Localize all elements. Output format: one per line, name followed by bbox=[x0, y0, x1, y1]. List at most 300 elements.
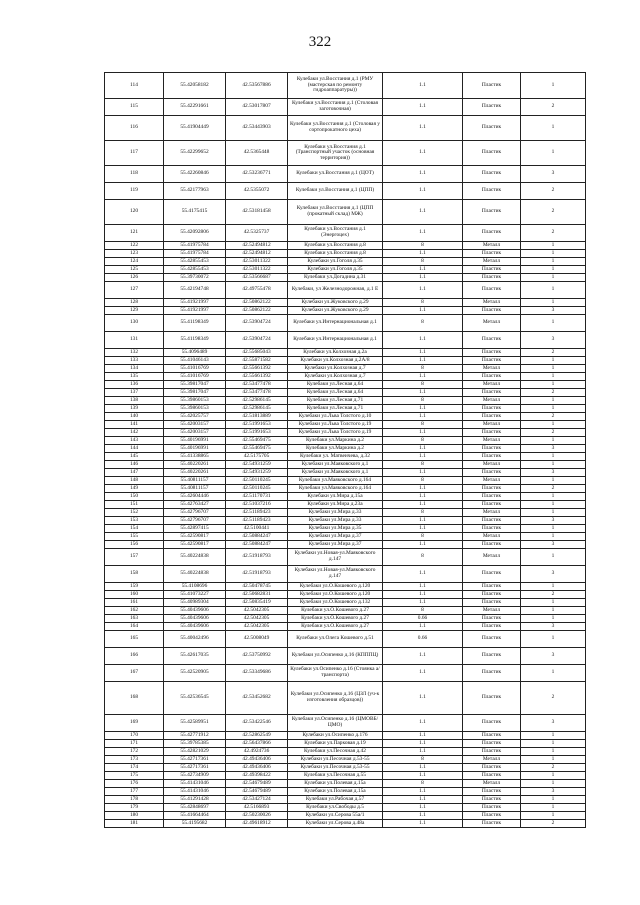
table-row bbox=[105, 533, 586, 541]
row-number-cell: 157 bbox=[105, 549, 164, 566]
table-row bbox=[105, 648, 586, 665]
latitude-cell: 55.40196991 bbox=[164, 437, 226, 445]
table-row bbox=[105, 421, 586, 429]
longitude-cell: 42.53017807 bbox=[226, 99, 288, 116]
address-cell: Кулебаки ул.Новая-ул.Маяковского д.147 bbox=[288, 549, 383, 566]
table-row bbox=[105, 307, 586, 315]
volume-cell: 8 bbox=[383, 365, 463, 373]
material-cell: Пластик bbox=[463, 413, 521, 421]
volume-cell: 1.1 bbox=[383, 274, 463, 282]
address-cell: Кулебаки ул.Маяковского д.1 bbox=[288, 469, 383, 477]
material-cell: Пластик bbox=[463, 748, 521, 756]
address-cell: Кулебаки ул.Полевая д.15а bbox=[288, 780, 383, 788]
longitude-cell: 42.5042305 bbox=[226, 623, 288, 631]
volume-cell: 1.1 bbox=[383, 357, 463, 365]
address-cell: Кулебаки ул.Восстания д.1 (ЦОТ) bbox=[288, 166, 383, 183]
count-cell: 1 bbox=[521, 381, 586, 389]
volume-cell: 1.1 bbox=[383, 485, 463, 493]
volume-cell: 8 bbox=[383, 477, 463, 485]
table-row bbox=[105, 461, 586, 469]
longitude-cell: 42.51991653 bbox=[226, 429, 288, 437]
material-cell: Металл bbox=[463, 315, 521, 332]
latitude-cell: 55.39817047 bbox=[164, 381, 226, 389]
volume-cell: 8 bbox=[383, 299, 463, 307]
material-cell: Пластик bbox=[463, 631, 521, 648]
longitude-cell: 42.5008049 bbox=[226, 631, 288, 648]
volume-cell: 1.1 bbox=[383, 73, 463, 99]
table-row bbox=[105, 517, 586, 525]
table-row bbox=[105, 225, 586, 242]
table-row bbox=[105, 623, 586, 631]
count-cell: 3 bbox=[521, 648, 586, 665]
table-row bbox=[105, 772, 586, 780]
material-cell: Металл bbox=[463, 533, 521, 541]
longitude-cell: 42.5100441 bbox=[226, 525, 288, 533]
longitude-cell: 42.4924736 bbox=[226, 748, 288, 756]
table-row bbox=[105, 99, 586, 116]
count-cell: 2 bbox=[521, 389, 586, 397]
address-cell: Кулебаки ул.Маяковского д.1 bbox=[288, 461, 383, 469]
row-number-cell: 151 bbox=[105, 501, 164, 509]
row-number-cell: 158 bbox=[105, 566, 164, 583]
material-cell: Пластик bbox=[463, 166, 521, 183]
volume-cell: 1.1 bbox=[383, 200, 463, 225]
latitude-cell: 55.42536545 bbox=[164, 682, 226, 715]
material-cell: Пластик bbox=[463, 183, 521, 200]
volume-cell: 1.1 bbox=[383, 141, 463, 166]
row-number-cell: 131 bbox=[105, 332, 164, 349]
count-cell: 1 bbox=[521, 365, 586, 373]
latitude-cell: 55.39730072 bbox=[164, 274, 226, 282]
longitude-cell: 42.50862122 bbox=[226, 299, 288, 307]
longitude-cell: 42.53011322 bbox=[226, 266, 288, 274]
longitude-cell: 42.50884247 bbox=[226, 533, 288, 541]
latitude-cell: 55.4108696 bbox=[164, 583, 226, 591]
longitude-cell: 42.55469475 bbox=[226, 445, 288, 453]
volume-cell: 1.1 bbox=[383, 788, 463, 796]
material-cell: Пластик bbox=[463, 804, 521, 812]
longitude-cell: 42.49398422 bbox=[226, 772, 288, 780]
volume-cell: 1.1 bbox=[383, 266, 463, 274]
latitude-cell: 55.42796707 bbox=[164, 509, 226, 517]
row-number-cell: 126 bbox=[105, 274, 164, 282]
latitude-cell: 55.42092806 bbox=[164, 225, 226, 242]
material-cell: Пластик bbox=[463, 200, 521, 225]
latitude-cell: 55.40224838 bbox=[164, 549, 226, 566]
table-row bbox=[105, 357, 586, 365]
longitude-cell: 42.55685043 bbox=[226, 349, 288, 357]
material-cell: Пластик bbox=[463, 501, 521, 509]
material-cell: Пластик bbox=[463, 772, 521, 780]
latitude-cell: 55.41904449 bbox=[164, 116, 226, 141]
address-cell: Кулебаки ул.Рабочая д.57 bbox=[288, 796, 383, 804]
volume-cell: 8 bbox=[383, 315, 463, 332]
material-cell: Пластик bbox=[463, 225, 521, 242]
latitude-cell: 55.42520905 bbox=[164, 665, 226, 682]
row-number-cell: 124 bbox=[105, 258, 164, 266]
material-cell: Пластик bbox=[463, 740, 521, 748]
address-cell: Кулебаки ул.О.Кошевого д.132 bbox=[288, 599, 383, 607]
row-number-cell: 164 bbox=[105, 623, 164, 631]
volume-cell: 1.1 bbox=[383, 748, 463, 756]
volume-cell: 1.1 bbox=[383, 332, 463, 349]
address-cell: Кулебаки ул.Осипенко д.16 (КПППЦ) bbox=[288, 648, 383, 665]
volume-cell: 1.1 bbox=[383, 740, 463, 748]
latitude-cell: 55.39817047 bbox=[164, 389, 226, 397]
address-cell: Кулебаки ул.Колхозная д.2А/8 bbox=[288, 357, 383, 365]
count-cell: 1 bbox=[521, 533, 586, 541]
address-cell: Кулебаки ул.О.Кошевого д.27 bbox=[288, 623, 383, 631]
table-row bbox=[105, 682, 586, 715]
row-number-cell: 128 bbox=[105, 299, 164, 307]
row-number-cell: 117 bbox=[105, 141, 164, 166]
table-row bbox=[105, 820, 586, 828]
row-number-cell: 154 bbox=[105, 525, 164, 533]
volume-cell: 1.1 bbox=[383, 373, 463, 381]
count-cell: 1 bbox=[521, 812, 586, 820]
address-cell: Кулебаки ул.Полевая д.15а bbox=[288, 788, 383, 796]
table-row bbox=[105, 566, 586, 583]
longitude-cell: 42.49618912 bbox=[226, 820, 288, 828]
count-cell: 1 bbox=[521, 73, 586, 99]
count-cell: 1 bbox=[521, 509, 586, 517]
row-number-cell: 119 bbox=[105, 183, 164, 200]
material-cell: Пластик bbox=[463, 389, 521, 397]
address-cell: Кулебаки ул.Восстания д.1 (Столовая заготовочная) bbox=[288, 99, 383, 116]
material-cell: Пластик bbox=[463, 307, 521, 315]
row-number-cell: 150 bbox=[105, 493, 164, 501]
count-cell: 1 bbox=[521, 772, 586, 780]
address-cell: Кулебаки ул.Жуковского д.29 bbox=[288, 299, 383, 307]
material-cell: Пластик bbox=[463, 73, 521, 99]
latitude-cell: 55.42821029 bbox=[164, 748, 226, 756]
row-number-cell: 178 bbox=[105, 796, 164, 804]
table-row bbox=[105, 332, 586, 349]
address-cell: Кулебаки ул.Восстания д.1 (Энергоцех) bbox=[288, 225, 383, 242]
table-row bbox=[105, 266, 586, 274]
count-cell: 1 bbox=[521, 583, 586, 591]
count-cell: 2 bbox=[521, 591, 586, 599]
address-cell: Кулебаки ул.Лесная д.71 bbox=[288, 405, 383, 413]
row-number-cell: 145 bbox=[105, 453, 164, 461]
material-cell: Пластик bbox=[463, 141, 521, 166]
row-number-cell: 138 bbox=[105, 397, 164, 405]
longitude-cell: 42.53443903 bbox=[226, 116, 288, 141]
table-row bbox=[105, 583, 586, 591]
table-row bbox=[105, 615, 586, 623]
longitude-cell: 42.50682831 bbox=[226, 591, 288, 599]
count-cell: 1 bbox=[521, 274, 586, 282]
address-cell: Кулебаки ул.Олега Кошевого д.51 bbox=[288, 631, 383, 648]
longitude-cell: 42.53011322 bbox=[226, 258, 288, 266]
table-row bbox=[105, 453, 586, 461]
count-cell: 1 bbox=[521, 397, 586, 405]
longitude-cell: 42.54931259 bbox=[226, 469, 288, 477]
latitude-cell: 55.40220261 bbox=[164, 461, 226, 469]
material-cell: Пластик bbox=[463, 332, 521, 349]
material-cell: Пластик bbox=[463, 715, 521, 732]
row-number-cell: 114 bbox=[105, 73, 164, 99]
latitude-cell: 55.42058182 bbox=[164, 73, 226, 99]
count-cell: 2 bbox=[521, 764, 586, 772]
material-cell: Пластик bbox=[463, 665, 521, 682]
longitude-cell: 42.55871582 bbox=[226, 357, 288, 365]
volume-cell: 8 bbox=[383, 437, 463, 445]
volume-cell: 1.1 bbox=[383, 812, 463, 820]
row-number-cell: 116 bbox=[105, 116, 164, 141]
longitude-cell: 42.5175705 bbox=[226, 453, 288, 461]
count-cell: 1 bbox=[521, 373, 586, 381]
volume-cell: 1.1 bbox=[383, 453, 463, 461]
longitude-cell: 42.50110245 bbox=[226, 477, 288, 485]
volume-cell: 1.1 bbox=[383, 429, 463, 437]
count-cell: 1 bbox=[521, 477, 586, 485]
row-number-cell: 170 bbox=[105, 732, 164, 740]
row-number-cell: 159 bbox=[105, 583, 164, 591]
table-body bbox=[105, 73, 586, 828]
longitude-cell: 42.5166893 bbox=[226, 804, 288, 812]
count-cell: 1 bbox=[521, 461, 586, 469]
count-cell: 1 bbox=[521, 732, 586, 740]
address-cell: Кулебаки ул.Песочная д.53-55 bbox=[288, 764, 383, 772]
row-number-cell: 118 bbox=[105, 166, 164, 183]
volume-cell: 1.1 bbox=[383, 623, 463, 631]
volume-cell: 8 bbox=[383, 509, 463, 517]
volume-cell: 0.66 bbox=[383, 631, 463, 648]
longitude-cell: 42.50478745 bbox=[226, 583, 288, 591]
row-number-cell: 177 bbox=[105, 788, 164, 796]
longitude-cell: 42.51037216 bbox=[226, 501, 288, 509]
latitude-cell: 55.39860153 bbox=[164, 397, 226, 405]
count-cell: 2 bbox=[521, 429, 586, 437]
address-cell: Кулебаки ул. Матвеичева, д.32 bbox=[288, 453, 383, 461]
latitude-cell: 55.40196991 bbox=[164, 445, 226, 453]
longitude-cell: 42.52986145 bbox=[226, 405, 288, 413]
latitude-cell: 55.42590817 bbox=[164, 541, 226, 549]
longitude-cell: 42.51189423 bbox=[226, 517, 288, 525]
table-row bbox=[105, 485, 586, 493]
material-cell: Пластик bbox=[463, 732, 521, 740]
count-cell: 1 bbox=[521, 631, 586, 648]
count-cell: 1 bbox=[521, 405, 586, 413]
table-row bbox=[105, 389, 586, 397]
longitude-cell: 42.51813889 bbox=[226, 413, 288, 421]
longitude-cell: 42.53349686 bbox=[226, 665, 288, 682]
address-cell: Кулебаки ул.Лесная д.71 bbox=[288, 397, 383, 405]
row-number-cell: 127 bbox=[105, 282, 164, 299]
row-number-cell: 181 bbox=[105, 820, 164, 828]
volume-cell: 1.1 bbox=[383, 682, 463, 715]
count-cell: 1 bbox=[521, 599, 586, 607]
address-cell: Кулебаки ул.Песочная д.55 bbox=[288, 772, 383, 780]
count-cell: 2 bbox=[521, 413, 586, 421]
address-cell: Кулебаки ул.Восстания д.8 bbox=[288, 242, 383, 250]
material-cell: Металл bbox=[463, 461, 521, 469]
row-number-cell: 163 bbox=[105, 615, 164, 623]
material-cell: Пластик bbox=[463, 648, 521, 665]
row-number-cell: 142 bbox=[105, 429, 164, 437]
volume-cell: 8 bbox=[383, 461, 463, 469]
table-row bbox=[105, 183, 586, 200]
longitude-cell: 42.53566687 bbox=[226, 274, 288, 282]
address-cell: Кулебаки, ул Железнодорожная, д.1 Е bbox=[288, 282, 383, 299]
row-number-cell: 167 bbox=[105, 665, 164, 682]
latitude-cell: 55.42003157 bbox=[164, 429, 226, 437]
count-cell: 3 bbox=[521, 715, 586, 732]
row-number-cell: 155 bbox=[105, 533, 164, 541]
address-cell: Кулебаки ул.Мира д.33 bbox=[288, 509, 383, 517]
address-cell: Кулебаки ул.Мира д.33 bbox=[288, 517, 383, 525]
latitude-cell: 55.42734909 bbox=[164, 772, 226, 780]
latitude-cell: 55.41016769 bbox=[164, 373, 226, 381]
row-number-cell: 122 bbox=[105, 242, 164, 250]
count-cell: 1 bbox=[521, 756, 586, 764]
material-cell: Металл bbox=[463, 381, 521, 389]
row-number-cell: 166 bbox=[105, 648, 164, 665]
volume-cell: 8 bbox=[383, 533, 463, 541]
table-row bbox=[105, 756, 586, 764]
address-cell: Кулебаки ул.О.Кошевого д.27 bbox=[288, 615, 383, 623]
material-cell: Пластик bbox=[463, 274, 521, 282]
count-cell: 1 bbox=[521, 242, 586, 250]
count-cell: 1 bbox=[521, 796, 586, 804]
longitude-cell: 42.50230026 bbox=[226, 812, 288, 820]
volume-cell: 1.1 bbox=[383, 566, 463, 583]
count-cell: 3 bbox=[521, 332, 586, 349]
longitude-cell: 42.55661392 bbox=[226, 365, 288, 373]
longitude-cell: 42.54931259 bbox=[226, 461, 288, 469]
latitude-cell: 55.42260846 bbox=[164, 166, 226, 183]
address-cell: Кулебаки ул.О.Кошевого д.120 bbox=[288, 591, 383, 599]
volume-cell: 1.1 bbox=[383, 445, 463, 453]
address-cell: Кулебаки ул.Восстания д.1 (РМУ (мастерская по ремонту гидроаппаратуры)) bbox=[288, 73, 383, 99]
volume-cell: 1.1 bbox=[383, 583, 463, 591]
volume-cell: 1.1 bbox=[383, 493, 463, 501]
volume-cell: 8 bbox=[383, 242, 463, 250]
table-row bbox=[105, 599, 586, 607]
latitude-cell: 55.41046143 bbox=[164, 357, 226, 365]
material-cell: Пластик bbox=[463, 525, 521, 533]
address-cell: Кулебаки ул.Гоголя д.35 bbox=[288, 266, 383, 274]
latitude-cell: 55.41198349 bbox=[164, 332, 226, 349]
latitude-cell: 55.42855453 bbox=[164, 266, 226, 274]
volume-cell: 1.1 bbox=[383, 665, 463, 682]
longitude-cell: 42.52494812 bbox=[226, 242, 288, 250]
row-number-cell: 140 bbox=[105, 413, 164, 421]
volume-cell: 1.1 bbox=[383, 389, 463, 397]
latitude-cell: 55.41338865 bbox=[164, 453, 226, 461]
address-cell: Кулебаки ул.Интернациональная д.1 bbox=[288, 315, 383, 332]
longitude-cell: 42.51918793 bbox=[226, 549, 288, 566]
count-cell: 3 bbox=[521, 307, 586, 315]
address-cell: Кулебаки ул.Серова 55а/1 bbox=[288, 812, 383, 820]
count-cell: 1 bbox=[521, 748, 586, 756]
latitude-cell: 55.41921997 bbox=[164, 307, 226, 315]
address-cell: Кулебаки ул.Маркина д.2 bbox=[288, 437, 383, 445]
address-cell: Кулебаки ул.О.Кошевого д.27 bbox=[288, 607, 383, 615]
material-cell: Металл bbox=[463, 242, 521, 250]
count-cell: 2 bbox=[521, 225, 586, 242]
count-cell: 3 bbox=[521, 445, 586, 453]
material-cell: Пластик bbox=[463, 405, 521, 413]
material-cell: Пластик bbox=[463, 357, 521, 365]
row-number-cell: 133 bbox=[105, 357, 164, 365]
latitude-cell: 55.42590817 bbox=[164, 533, 226, 541]
count-cell: 1 bbox=[521, 525, 586, 533]
volume-cell: 1.1 bbox=[383, 349, 463, 357]
row-number-cell: 123 bbox=[105, 250, 164, 258]
table-row bbox=[105, 665, 586, 682]
count-cell: 1 bbox=[521, 665, 586, 682]
volume-cell: 1.1 bbox=[383, 517, 463, 525]
latitude-cell: 55.40220261 bbox=[164, 469, 226, 477]
volume-cell: 1.1 bbox=[383, 764, 463, 772]
table-row bbox=[105, 788, 586, 796]
longitude-cell: 42.53236771 bbox=[226, 166, 288, 183]
volume-cell: 1.1 bbox=[383, 183, 463, 200]
volume-cell: 1.1 bbox=[383, 99, 463, 116]
address-cell: Кулебаки ул.Лесная д.64 bbox=[288, 381, 383, 389]
material-cell: Пластик bbox=[463, 599, 521, 607]
address-cell: Кулебаки ул.Льва Толстого д.19 bbox=[288, 421, 383, 429]
material-cell: Пластик bbox=[463, 788, 521, 796]
volume-cell: 1.1 bbox=[383, 413, 463, 421]
latitude-cell: 55.41016769 bbox=[164, 365, 226, 373]
address-cell: Кулебаки ул.Парковая д.19 bbox=[288, 740, 383, 748]
latitude-cell: 55.41921997 bbox=[164, 299, 226, 307]
table-row bbox=[105, 437, 586, 445]
material-cell: Пластик bbox=[463, 445, 521, 453]
longitude-cell: 42.52986145 bbox=[226, 397, 288, 405]
volume-cell: 8 bbox=[383, 756, 463, 764]
address-cell: Кулебаки ул.Песочная д.42 bbox=[288, 748, 383, 756]
table-row bbox=[105, 274, 586, 282]
row-number-cell: 146 bbox=[105, 461, 164, 469]
table-row bbox=[105, 381, 586, 389]
material-cell: Пластик bbox=[463, 469, 521, 477]
address-cell: Кулебаки ул.Лесная д.64 bbox=[288, 389, 383, 397]
table-row bbox=[105, 509, 586, 517]
material-cell: Пластик bbox=[463, 591, 521, 599]
address-cell: Кулебаки ул.О.Кошевого д.120 bbox=[288, 583, 383, 591]
material-cell: Пластик bbox=[463, 566, 521, 583]
latitude-cell: 55.42177963 bbox=[164, 183, 226, 200]
table-row bbox=[105, 405, 586, 413]
table-row bbox=[105, 397, 586, 405]
volume-cell: 1.1 bbox=[383, 541, 463, 549]
volume-cell: 8 bbox=[383, 381, 463, 389]
latitude-cell: 55.42771912 bbox=[164, 732, 226, 740]
longitude-cell: 42.52494812 bbox=[226, 250, 288, 258]
longitude-cell: 42.53904724 bbox=[226, 332, 288, 349]
longitude-cell: 42.53567886 bbox=[226, 73, 288, 99]
count-cell: 1 bbox=[521, 437, 586, 445]
row-number-cell: 144 bbox=[105, 445, 164, 453]
longitude-cell: 42.52862549 bbox=[226, 732, 288, 740]
longitude-cell: 42.53452682 bbox=[226, 682, 288, 715]
table-row bbox=[105, 740, 586, 748]
material-cell: Металл bbox=[463, 397, 521, 405]
count-cell: 1 bbox=[521, 315, 586, 332]
count-cell: 2 bbox=[521, 820, 586, 828]
row-number-cell: 125 bbox=[105, 266, 164, 274]
longitude-cell: 42.53477478 bbox=[226, 381, 288, 389]
address-cell: Кулебаки ул.Мира д.37 bbox=[288, 541, 383, 549]
material-cell: Пластик bbox=[463, 764, 521, 772]
longitude-cell: 42.5042305 bbox=[226, 615, 288, 623]
material-cell: Пластик bbox=[463, 615, 521, 623]
longitude-cell: 42.49436406 bbox=[226, 764, 288, 772]
